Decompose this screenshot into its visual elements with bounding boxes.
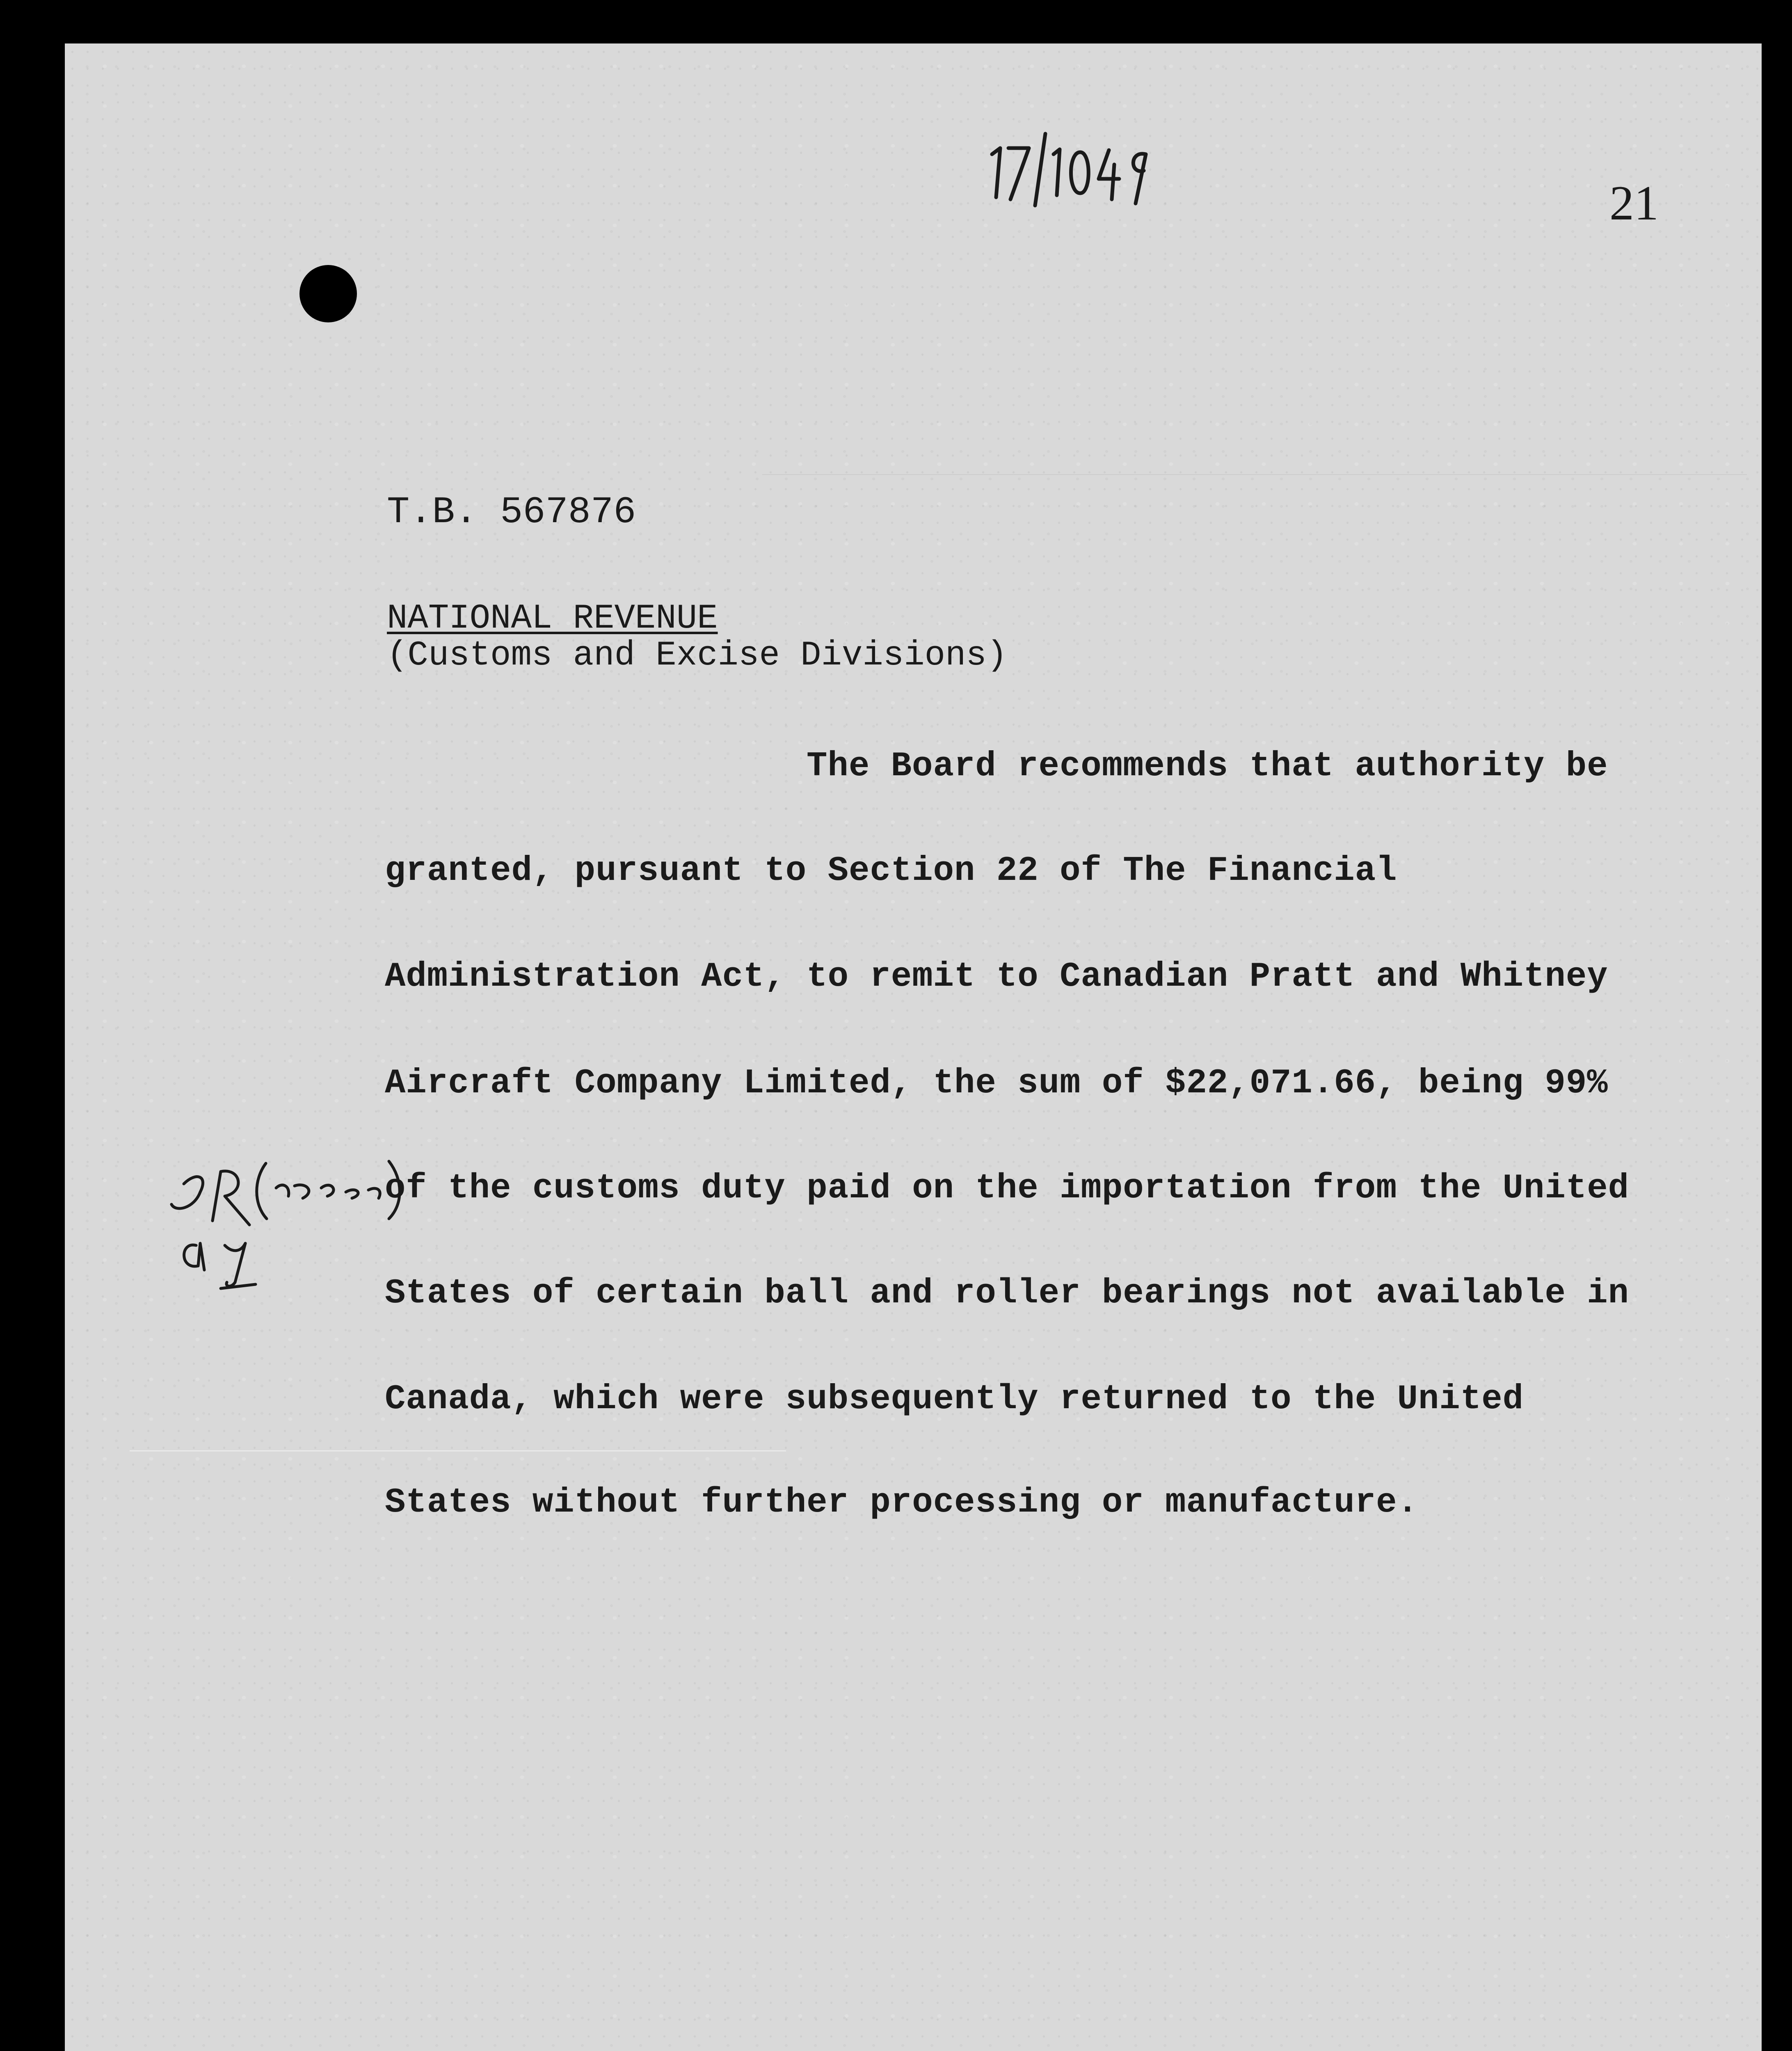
document-page [65, 43, 1762, 2051]
department-title: NATIONAL REVENUE [387, 599, 718, 638]
paper-crease [130, 1450, 786, 1451]
body-line: granted, pursuant to Section 22 of The Financial [385, 852, 1397, 891]
division-subtitle: (Customs and Excise Divisions) [387, 636, 1008, 675]
body-line: Aircraft Company Limited, the sum of $22,071.66, being 99% [385, 1064, 1608, 1103]
body-line: States of certain ball and roller bearings not available in [385, 1274, 1630, 1313]
handwritten-file-reference [984, 126, 1156, 208]
body-line: Canada, which were subsequently returned to the United [385, 1380, 1524, 1419]
body-line: States without further processing or manufacture. [385, 1483, 1419, 1522]
treasury-board-number: T.B. 567876 [387, 491, 636, 534]
handwritten-margin-annotation [159, 1147, 414, 1303]
page-number: 21 [1609, 176, 1659, 230]
punch-hole [299, 265, 357, 322]
paper-crease [762, 474, 1747, 475]
body-line: Administration Act, to remit to Canadian Pratt and Whitney [385, 957, 1608, 996]
body-line: of the customs duty paid on the importation from the United [385, 1169, 1630, 1208]
body-line: The Board recommends that authority be [807, 747, 1608, 786]
